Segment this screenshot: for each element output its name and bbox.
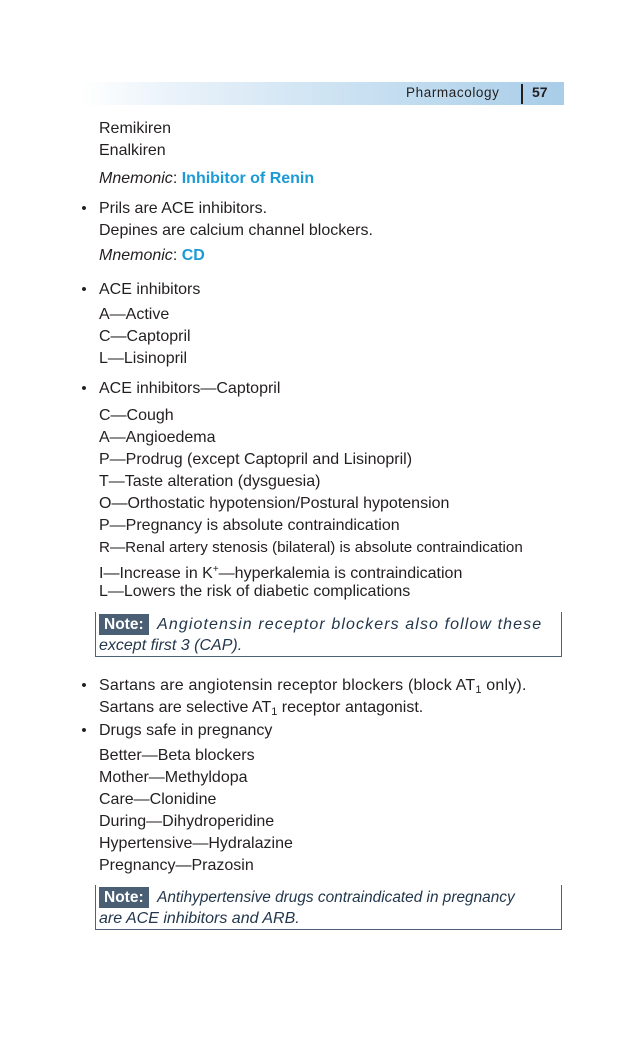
captopril-line: R—Renal artery stenosis (bilateral) is absolute contraindication	[99, 539, 523, 556]
captopril-title: ACE inhibitors—Captopril	[99, 380, 281, 397]
mnemonic-sep: :	[172, 170, 178, 187]
captopril-line: L—Lowers the risk of diabetic complications	[99, 583, 411, 600]
pregnancy-line: Pregnancy—Prazosin	[99, 857, 254, 874]
superscript: +	[212, 564, 219, 575]
note-box	[95, 885, 562, 930]
pregnancy-line: Mother—Methyldopa	[99, 769, 248, 786]
bullet: •	[81, 380, 87, 397]
line-text: only).	[481, 677, 527, 694]
note-line-1	[99, 887, 515, 909]
note-box	[95, 612, 562, 657]
captopril-line: P—Pregnancy is absolute contraindication	[99, 517, 400, 534]
line-text: receptor antagonist.	[277, 699, 424, 716]
ace-line: L—Lisinopril	[99, 350, 188, 367]
mnemonic-sep: :	[172, 247, 178, 264]
bullet: •	[81, 722, 87, 739]
pregnancy-line: Care—Clonidine	[99, 791, 217, 808]
note-label: Note:	[99, 887, 149, 908]
mnemonic-label: Mnemonic	[99, 247, 173, 264]
pregnancy-line: During—Dihydroperidine	[99, 813, 275, 830]
bullet: •	[81, 677, 87, 694]
mnemonic-label: Mnemonic	[99, 170, 173, 187]
line-text: Sartans are selective AT	[99, 699, 272, 716]
renin-line-2: Enalkiren	[99, 142, 166, 159]
bullet: •	[81, 281, 87, 298]
pregnancy-line: Hypertensive—Hydralazine	[99, 835, 293, 852]
pregnancy-line: Better—Beta blockers	[99, 747, 255, 764]
mnemonic-value: Inhibitor of Renin	[181, 170, 315, 187]
note-line-1	[99, 614, 542, 636]
prils-mnemonic	[99, 245, 205, 267]
line-text: I—Increase in K	[99, 565, 213, 582]
subscript: 1	[271, 706, 278, 718]
renin-line-1: Remikiren	[99, 120, 172, 137]
captopril-line: C—Cough	[99, 407, 174, 424]
bullet: •	[81, 200, 87, 217]
prils-line-2: Depines are calcium channel blockers.	[99, 222, 373, 239]
captopril-line: P—Prodrug (except Captopril and Lisinopril)	[99, 451, 413, 468]
captopril-line: T—Taste alteration (dysguesia)	[99, 473, 321, 490]
note-line-2: except first 3 (CAP).	[99, 637, 243, 654]
ace-line: C—Captopril	[99, 328, 191, 345]
page-number: 57	[532, 84, 548, 100]
note-text: Angiotensin receptor blockers also follow these	[157, 616, 543, 633]
mnemonic-value: CD	[181, 247, 205, 264]
running-header-section: Pharmacology	[406, 85, 500, 100]
ace-line: A—Active	[99, 306, 170, 323]
captopril-line: O—Orthostatic hypotension/Postural hypotension	[99, 495, 450, 512]
note-line-2: are ACE inhibitors and ARB.	[99, 910, 300, 927]
renin-mnemonic	[99, 168, 314, 190]
line-text: Sartans are angiotensin receptor blockers (block AT	[99, 677, 476, 694]
line-text: —hyperkalemia is contraindication	[218, 565, 463, 582]
note-label: Note:	[99, 614, 149, 635]
subscript: 1	[475, 684, 482, 696]
note-text: Antihypertensive drugs contraindicated in pregnancy	[157, 889, 515, 906]
captopril-line: A—Angioedema	[99, 429, 216, 446]
pregnancy-title: Drugs safe in pregnancy	[99, 722, 273, 739]
prils-line-1: Prils are ACE inhibitors.	[99, 200, 268, 217]
ace-title: ACE inhibitors	[99, 281, 201, 298]
